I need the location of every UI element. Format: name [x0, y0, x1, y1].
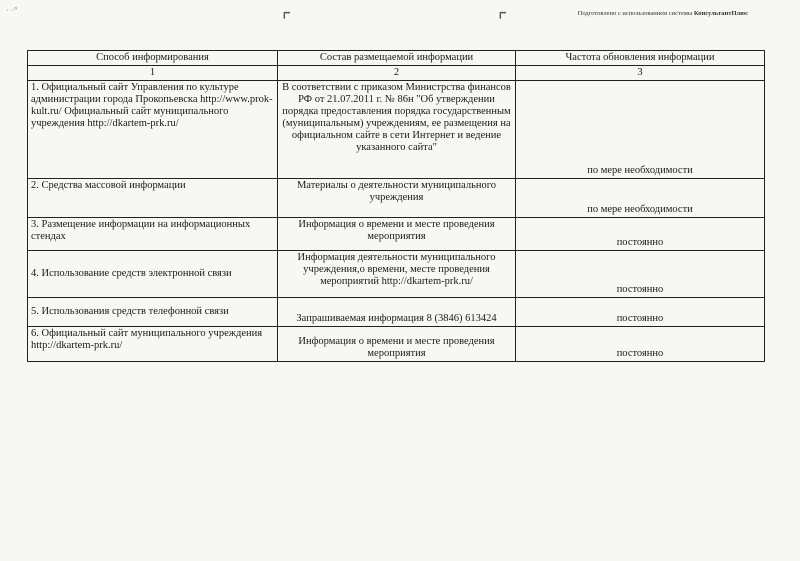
- column-header: Способ информирования: [28, 51, 278, 66]
- header-note-prefix: Подготовлено с использованием системы: [577, 10, 694, 17]
- content-cell: Запрашиваемая информация 8 (3846) 613424: [278, 298, 516, 327]
- content-cell: Информация о времени и месте проведения мероприятия: [278, 218, 516, 251]
- content-cell: В соответствии с приказом Министрства финансов РФ от 21.07.2011 г. № 86н "Об утверждении порядка предоставления порядка государственным (муниципальным) учреждениям, ее размещения на официальном сайте в сети Интернет и ведение указанного сайта": [278, 81, 516, 179]
- header-note-brand: КонсультантПлюс: [693, 10, 748, 17]
- method-cell: 5. Использования средств телефонной связи: [28, 298, 278, 327]
- table-row: [28, 81, 765, 179]
- scan-speck: · ·°: [6, 6, 18, 15]
- frequency-cell: постоянно: [516, 251, 765, 298]
- table-row: [28, 179, 765, 218]
- frequency-cell: постоянно: [516, 298, 765, 327]
- column-header: Частота обновления информации: [516, 51, 765, 66]
- table-row: [28, 298, 765, 327]
- method-cell: 2. Средства массовой информации: [28, 179, 278, 218]
- header-note: [578, 10, 748, 17]
- method-cell: 1. Официальный сайт Управления по культуре администрации города Прокопьевска http://www.prok-kult.ru/ Официальный сайт муниципального учреждения http://dkartem-prk.ru/: [28, 81, 278, 179]
- frequency-cell: по мере необходимости: [516, 179, 765, 218]
- table-row: [28, 327, 765, 362]
- method-cell: 4. Использование средств электронной связи: [28, 251, 278, 298]
- column-number: 1: [28, 66, 278, 81]
- column-number: 2: [278, 66, 516, 81]
- table-row: [28, 251, 765, 298]
- frequency-cell: постоянно: [516, 218, 765, 251]
- table-row: [28, 218, 765, 251]
- content-cell: Информация о времени и месте проведения мероприятия: [278, 327, 516, 362]
- hole-punch-mark: ⌜: [282, 8, 292, 32]
- column-number: 3: [516, 66, 765, 81]
- information-table: [27, 50, 765, 362]
- frequency-cell: по мере необходимости: [516, 81, 765, 179]
- column-number-row: [28, 66, 765, 81]
- column-header: Состав размещаемой информации: [278, 51, 516, 66]
- hole-punch-mark: ⌜: [498, 8, 508, 32]
- content-cell: Материалы о деятельности муниципального учреждения: [278, 179, 516, 218]
- table-header-row: [28, 51, 765, 66]
- frequency-cell: постоянно: [516, 327, 765, 362]
- method-cell: 6. Официальный сайт муниципального учреждения http://dkartem-prk.ru/: [28, 327, 278, 362]
- content-cell: Информация деятельности муниципального учреждения,о времени, месте проведения мероприятий http://dkartem-prk.ru/: [278, 251, 516, 298]
- method-cell: 3. Размещение информации на информационных стендах: [28, 218, 278, 251]
